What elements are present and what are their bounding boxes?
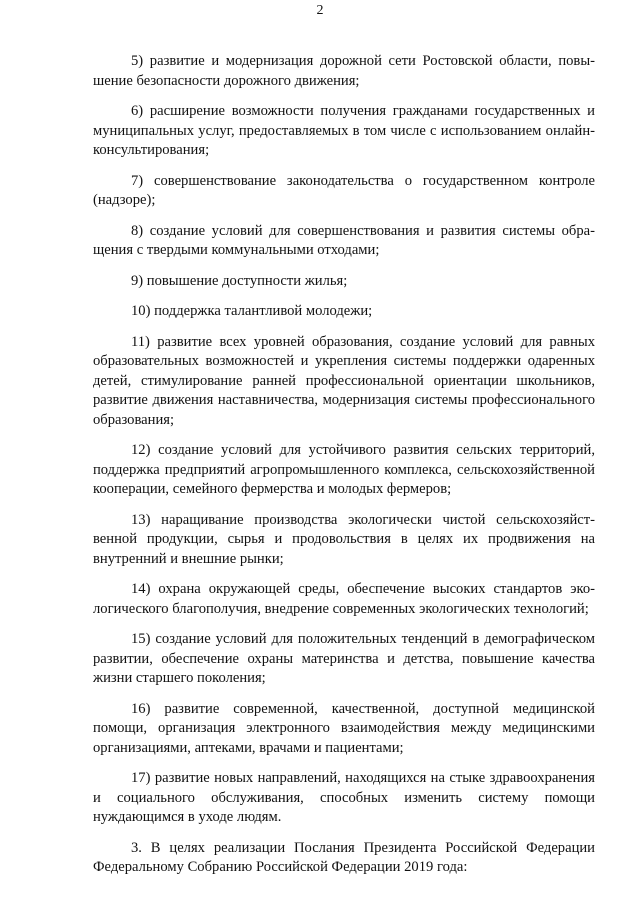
list-item-9: 9) повышение доступности жилья;	[131, 272, 348, 289]
list-item-12: 12) создание условий для устойчивого развития сельских территорий, поддержка предприятий агропромышленного комплекса, сельскохозяйственной кооперации, семейного фермерства и молодых фермеров;	[93, 442, 595, 497]
list-item-13: 13) наращивание производства экологически чистой сельскохозяйственной продукции, сырья и продовольствия в целях их продвижения на внутренний и внешние рынки;	[93, 511, 595, 567]
list-item-10: 10) поддержка талантливой молодежи;	[131, 303, 373, 319]
list-item-7: 7) совершенствование законодательства о государственном контроле (надзоре);	[93, 172, 595, 208]
list-item-11: 11) развитие всех уровней образования, создание условий для равных образовательных возможностей и укрепления системы поддержки одаренных детей, стимулирование ранней профессиональной ориентации школьников, развитие движения наставничества, модернизация системы профессионального образования;	[93, 333, 595, 428]
list-item-8: 8) создание условий для совершенствования и развития системы обращения с твердыми коммунальными отходами;	[93, 222, 595, 258]
list-item-15: 15) создание условий для положительных тенденций в демографическом развитии, обеспечение охраны материнства и детства, повышение качества жизни старшего поколения;	[93, 631, 595, 686]
list-item-14: 14) охрана окружающей среды, обеспечение высоких стандартов экологического благополучия, внедрение современных экологических технологий;	[93, 581, 595, 617]
list-item-6: 6) расширение возможности получения гражданами государственных и муниципальных услуг, предоставляемых в том числе с использованием онлайн-консультирования;	[93, 103, 595, 158]
section-3-intro: 3. В целях реализации Послания Президента Российской Федерации Федеральному Собранию Российской Федерации 2019 года:	[93, 839, 595, 875]
page-number: 2	[316, 3, 324, 18]
list-item-17: 17) развитие новых направлений, находящихся на стыке здравоохранения и социального обслуживания, способных изменить систему помощи нуждающимся в уходе людям.	[93, 770, 595, 825]
document-body	[93, 52, 595, 889]
list-item-16: 16) развитие современной, качественной, доступной медицинской помощи, организация электронного взаимодействия между медицинскими организациями, аптеками, врачами и пациентами;	[93, 700, 595, 756]
list-item-5: 5) развитие и модернизация дорожной сети Ростовской области, повышение безопасности дорожного движения;	[93, 53, 595, 89]
